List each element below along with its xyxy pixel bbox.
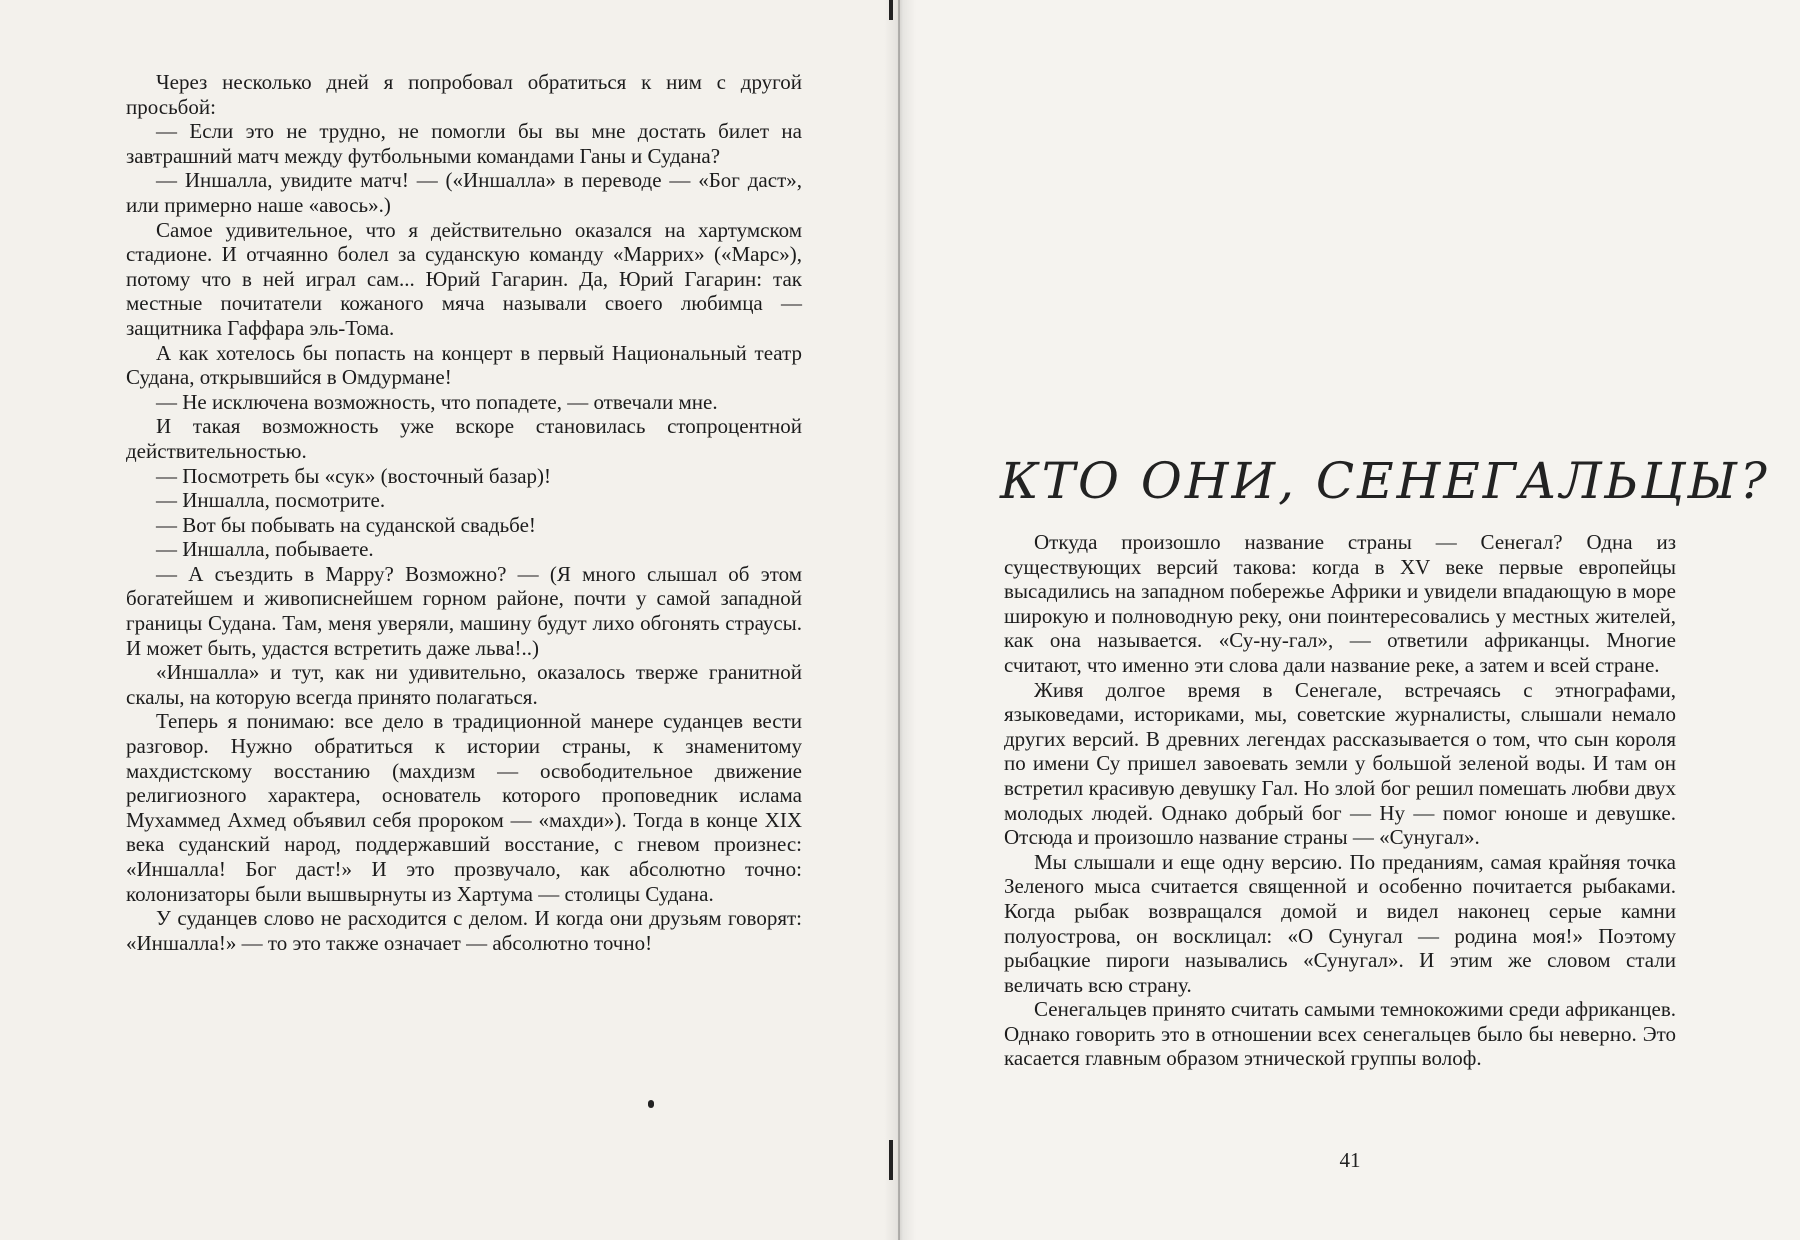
left-page-text [126, 70, 802, 955]
paragraph: — А съездить в Марру? Возможно? — (Я много слышал об этом богатейшем и живописнейшем горном районе, почти у самой западной границы Судана. Там, меня уверяли, машину будут лихо обгонять страусы. И может быть, удастся встретить даже льва!..) [126, 561, 802, 660]
paragraph: — Если это не трудно, не помогли бы вы мне достать билет на завтрашний матч между футбольными командами Ганы и Судана? [126, 119, 802, 168]
gutter-line [898, 0, 900, 1240]
paragraph: Сенегальцев принято считать самыми темнокожими среди африканцев. Однако говорить это в отношении всех сенегальцев было бы неверно. Это касается главным образом этнической группы волоф. [1004, 997, 1676, 1071]
paragraph: — Посмотреть бы «сук» (восточный базар)! [156, 463, 552, 488]
paragraph: Мы слышали и еще одну версию. По преданиям, самая крайняя точка Зеленого мыса считается священной и особенно почитается рыбаками. Когда рыбак возвращался домой и видел наконец серые камни полуострова, он восклицал: «О Сунугал — родина моя!» Поэтому рыбацкие пироги назывались «Сунугал». И этим же словом стали величать всю страну. [1004, 849, 1676, 997]
paragraph: Самое удивительное, что я действительно оказался на хартумском стадионе. И отчаянно болел за суданскую команду «Маррих» («Марс»), потому что в ней играл сам... Юрий Гагарин. Да, Юрий Гагарин: так местные почитатели кожаного мяча называли своего любимца — защитника Гаффара эль-Тома. [126, 217, 802, 340]
paragraph: — Иншалла, побываете. [156, 537, 374, 562]
chapter-heading: КТО ОНИ, СЕНЕГАЛЬЦЫ? [1000, 452, 1770, 510]
paragraph: — Вот бы побывать на суданской свадьбе! [156, 512, 536, 537]
paragraph: Живя долгое время в Сенегале, встречаясь с этнографами, языковедами, историками, мы, советские журналисты, слышали немало других версий. В древних легендах рассказывается о том, что сын короля по имени Су пришел завоевать земли у большой зеленой воды. И там он встретил красивую девушку Гал. Но злой бог решил помешать любви двух молодых людей. Однако добрый бог — Ну — помог юноше и девушке. Отсюда и произошло название страны — «Сунугал». [1004, 677, 1676, 850]
paragraph: У суданцев слово не расходится с делом. И когда они друзьям говорят: «Иншалла!» — то это также означает — абсолютно точно! [126, 906, 802, 955]
paragraph: А как хотелось бы попасть на концерт в первый Национальный театр Судана, открывшийся в Омдурмане! [126, 340, 802, 390]
paragraph: — Иншалла, посмотрите. [156, 488, 386, 513]
book-gutter [884, 0, 916, 1240]
paragraph: — Иншалла, увидите матч! — («Иншалла» в переводе — «Бог даст», или примерно наше «авось».) [126, 168, 802, 217]
gutter-binding-mark [889, 0, 893, 20]
gutter-binding-mark [889, 1140, 893, 1180]
paragraph: И такая возможность уже вскоре становилась стопроцентной действительностью. [126, 414, 802, 463]
right-page-text [1004, 530, 1676, 1071]
page-number: 41 [1339, 1148, 1361, 1172]
paragraph: — Не исключена возможность, что попадете, — отвечали мне. [156, 389, 718, 414]
paragraph: «Иншалла» и тут, как ни удивительно, оказалось тверже гранитной скалы, на которую всегда принято полагаться. [126, 660, 802, 709]
paragraph: Через несколько дней я попробовал обратиться к ним с другой просьбой: [126, 70, 802, 119]
print-speck [648, 1100, 654, 1108]
paragraph: Откуда произошло название страны — Сенегал? Одна из существующих версий такова: когда в XV веке первые европейцы высадились на западном побережье Африки и увидели впадающую в море широкую и полноводную реку, они поинтересовались у местных жителей, как она называется. «Су-ну-гал», — ответили африканцы. Многие считают, что именно эти слова дали название реке, а затем и всей стране. [1004, 530, 1676, 677]
paragraph: Теперь я понимаю: все дело в традиционной манере суданцев вести разговор. Нужно обратиться к истории страны, к знаменитому махдистскому восстанию (махдизм — освободительное движение религиозного характера, основатель которого проповедник ислама Мухаммед Ахмед объявил себя пророком — «махди»). Тогда в конце XIX века суданский народ, поддержавший восстание, с гневом произнес: «Иншалла! Бог даст!» И это прозвучало, как абсолютно точно: колонизаторы были вышвырнуты из Хартума — столицы Судана. [126, 709, 802, 906]
